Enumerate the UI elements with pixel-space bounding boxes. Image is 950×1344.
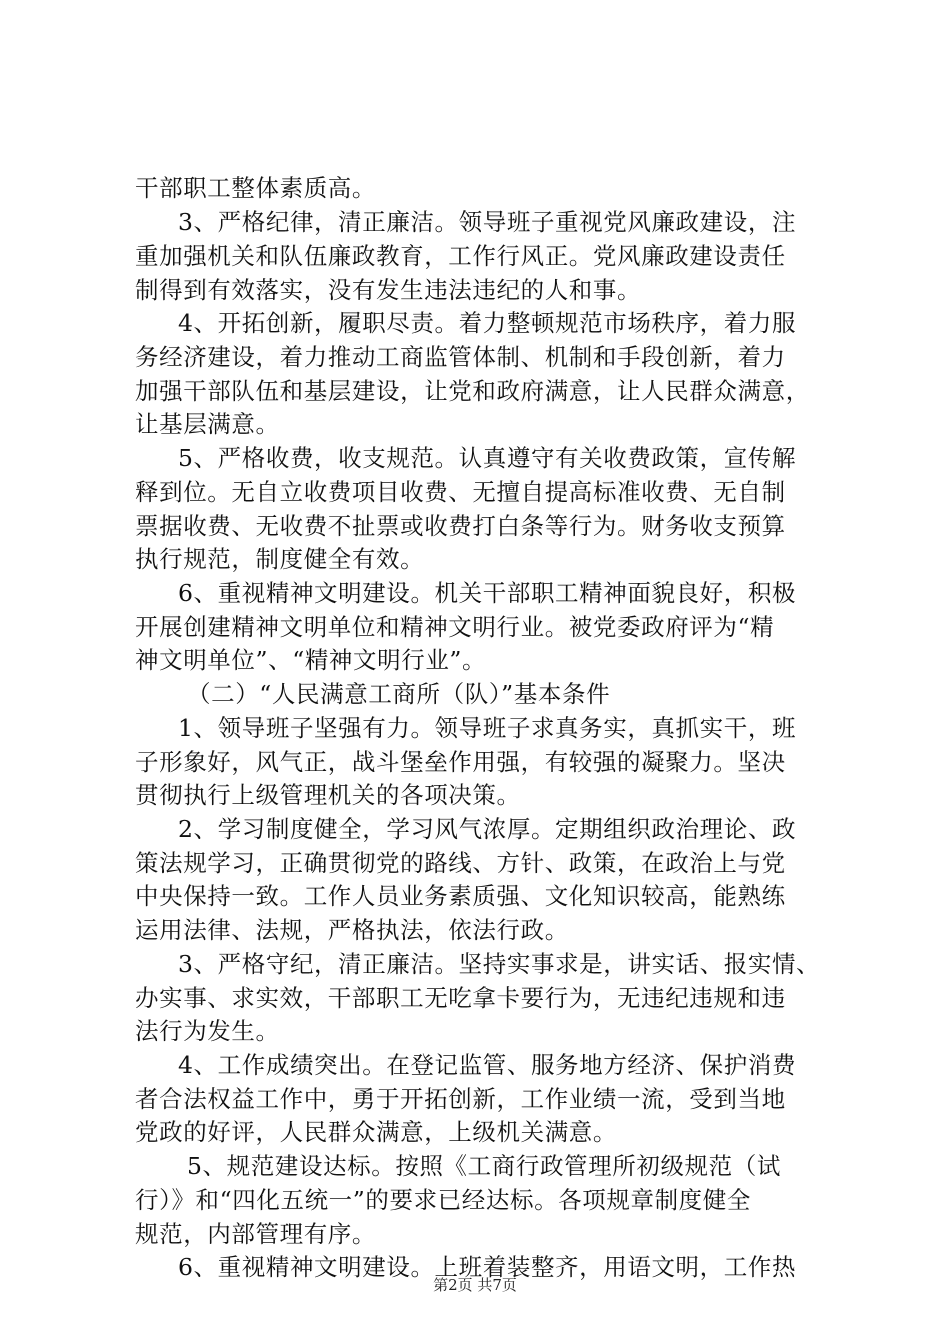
text-line: 干部职工整体素质高。 — [135, 174, 376, 202]
text-line: 5、严格收费，收支规范。认真遵守有关收费政策，宣传解 — [178, 444, 797, 472]
text-line: 5、规范建设达标。按照《工商行政管理所初级规范（试 — [187, 1152, 781, 1180]
text-line: 办实事、求实效，干部职工无吃拿卡要行为，无违纪违规和违 — [135, 984, 786, 1012]
text-line: 票据收费、无收费不扯票或收费打白条等行为。财务收支预算 — [135, 512, 786, 540]
text-line: 6、重视精神文明建设。机关干部职工精神面貌良好，积极 — [178, 579, 797, 607]
text-line: 行）》和“四化五统一”的要求已经达标。各项规章制度健全 — [135, 1186, 751, 1214]
text-line: 法行为发生。 — [135, 1017, 280, 1045]
text-line: 中央保持一致。工作人员业务素质强、文化知识较高，能熟练 — [135, 882, 786, 910]
text-line: 重加强机关和队伍廉政教育，工作行风正。党风廉政建设责任 — [135, 242, 786, 270]
text-line: 神文明单位”、“精神文明行业”。 — [135, 646, 487, 674]
text-line: 4、工作成绩突出。在登记监管、服务地方经济、保护消费 — [178, 1051, 797, 1079]
text-line: 规范，内部管理有序。 — [135, 1220, 376, 1248]
text-line: 6、重视精神文明建设。上班着装整齐，用语文明，工作热 — [178, 1253, 797, 1281]
text-line: 运用法律、法规，严格执法，依法行政。 — [135, 916, 569, 944]
text-line: 制得到有效落实，没有发生违法违纪的人和事。 — [135, 276, 642, 304]
text-line: 策法规学习，正确贯彻党的路线、方针、政策，在政治上与党 — [135, 849, 786, 877]
text-line: 执行规范，制度健全有效。 — [135, 545, 425, 573]
text-line: 加强干部队伍和基层建设，让党和政府满意，让人民群众满意， — [135, 377, 810, 405]
section-heading: （二）“人民满意工商所（队）”基本条件 — [187, 680, 611, 708]
text-line: 4、开拓创新，履职尽责。着力整顿规范市场秩序，着力服 — [178, 309, 797, 337]
text-line: 党政的好评，人民群众满意，上级机关满意。 — [135, 1118, 617, 1146]
text-line: 2、学习制度健全，学习风气浓厚。定期组织政治理论、政 — [178, 815, 797, 843]
text-line: 1、领导班子坚强有力。领导班子求真务实，真抓实干，班 — [178, 714, 797, 742]
text-line: 务经济建设，着力推动工商监管体制、机制和手段创新，着力 — [135, 343, 786, 371]
text-line: 3、严格纪律，清正廉洁。领导班子重视党风廉政建设，注 — [178, 208, 797, 236]
text-line: 开展创建精神文明单位和精神文明行业。被党委政府评为“精 — [135, 613, 775, 641]
text-line: 3、严格守纪，清正廉洁。坚持实事求是，讲实话、报实情、 — [178, 950, 821, 978]
text-line: 子形象好，风气正，战斗堡垒作用强，有较强的凝聚力。坚决 — [135, 748, 786, 776]
text-line: 贯彻执行上级管理机关的各项决策。 — [135, 781, 521, 809]
text-line: 让基层满意。 — [135, 410, 280, 438]
page-number-footer: 第2页 共7页 — [433, 1276, 517, 1294]
text-line: 者合法权益工作中，勇于开拓创新，工作业绩一流，受到当地 — [135, 1085, 786, 1113]
text-line: 释到位。无自立收费项目收费、无擅自提高标准收费、无自制 — [135, 478, 786, 506]
